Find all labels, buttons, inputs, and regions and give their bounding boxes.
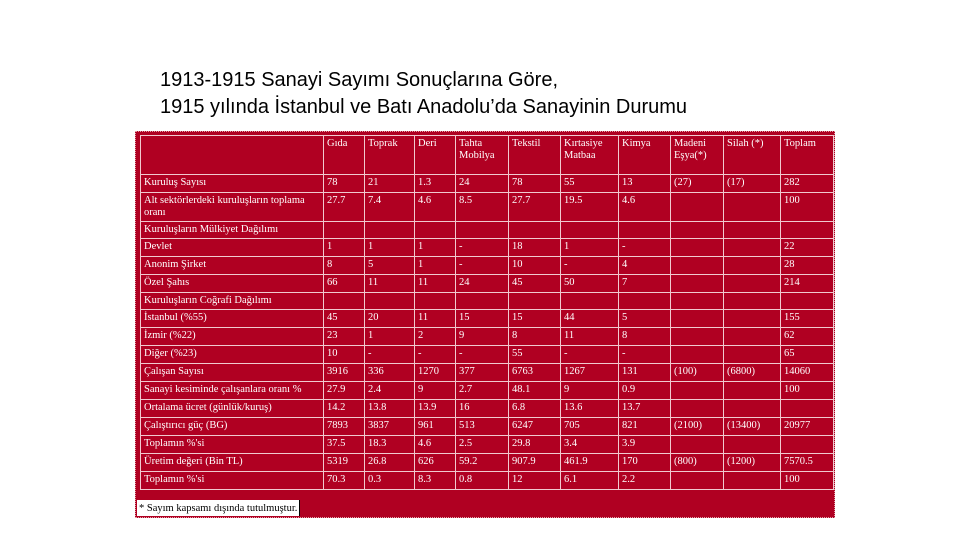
table-cell: 6.1 (561, 472, 619, 490)
table-cell (619, 293, 671, 310)
title-line-1: 1913-1915 Sanayi Sayımı Sonuçlarına Göre, (160, 69, 559, 91)
table-row (141, 436, 834, 454)
table-cell: (17) (724, 175, 781, 193)
row-label: Özel Şahıs (141, 275, 324, 293)
table-cell: 27.9 (324, 382, 365, 400)
table-cell: 50 (561, 275, 619, 293)
table-cell: 19.5 (561, 193, 619, 222)
table-cell: - (365, 346, 415, 364)
table-cell: 45 (509, 275, 561, 293)
table-cell: 48.1 (509, 382, 561, 400)
table-cell: 9 (456, 328, 509, 346)
table-cell: (100) (671, 364, 724, 382)
table-cell: 1270 (415, 364, 456, 382)
table-cell: 11 (415, 275, 456, 293)
table-row (141, 310, 834, 328)
table-cell (671, 400, 724, 418)
table-cell (724, 222, 781, 239)
column-header: Madeni Eşya(*) (671, 136, 724, 175)
table-cell: 15 (456, 310, 509, 328)
table-cell: 131 (619, 364, 671, 382)
table-cell: 3.4 (561, 436, 619, 454)
table-cell: 336 (365, 364, 415, 382)
table-row (141, 328, 834, 346)
table-cell: 9 (561, 382, 619, 400)
table-cell (671, 328, 724, 346)
table-row (141, 293, 834, 310)
table-cell: 5319 (324, 454, 365, 472)
table-cell: 214 (781, 275, 834, 293)
table-cell: (6800) (724, 364, 781, 382)
table-cell: - (456, 239, 509, 257)
row-label: Üretim değeri (Bin TL) (141, 454, 324, 472)
column-header: Silah (*) (724, 136, 781, 175)
table-cell (724, 436, 781, 454)
table-row (141, 364, 834, 382)
table-cell: 2.7 (456, 382, 509, 400)
table-cell: 1 (365, 239, 415, 257)
table-cell (724, 293, 781, 310)
row-label: Sanayi kesiminde çalışanlara oranı % (141, 382, 324, 400)
table-cell: (13400) (724, 418, 781, 436)
table-cell (724, 310, 781, 328)
row-label: Toplamın %'si (141, 436, 324, 454)
table-cell: 2.2 (619, 472, 671, 490)
table-cell: 9 (415, 382, 456, 400)
table-cell: 28 (781, 257, 834, 275)
column-header: Gıda (324, 136, 365, 175)
table-cell: 626 (415, 454, 456, 472)
table-cell (671, 222, 724, 239)
table-cell: 100 (781, 472, 834, 490)
table-cell: 55 (561, 175, 619, 193)
table-cell: 100 (781, 382, 834, 400)
table-cell: 6763 (509, 364, 561, 382)
table-cell (671, 382, 724, 400)
table-cell (724, 275, 781, 293)
table-cell: 7893 (324, 418, 365, 436)
table-cell: (1200) (724, 454, 781, 472)
table-cell (724, 472, 781, 490)
table-row (141, 175, 834, 193)
table-row (141, 382, 834, 400)
table-cell (671, 193, 724, 222)
table-cell: 15 (509, 310, 561, 328)
column-header: Deri (415, 136, 456, 175)
table-cell: 8.5 (456, 193, 509, 222)
table-cell: 20977 (781, 418, 834, 436)
table-cell: 1 (415, 257, 456, 275)
row-label: Diğer (%23) (141, 346, 324, 364)
table-cell: 170 (619, 454, 671, 472)
table-cell: 13 (619, 175, 671, 193)
table-cell (324, 222, 365, 239)
table-cell: 20 (365, 310, 415, 328)
table-cell: 0.9 (619, 382, 671, 400)
table-cell: 21 (365, 175, 415, 193)
table-cell: 4.6 (415, 193, 456, 222)
column-header: Tekstil (509, 136, 561, 175)
table-row (141, 193, 834, 222)
table-cell: 10 (509, 257, 561, 275)
table-cell: 3.9 (619, 436, 671, 454)
row-label: Çalışan Sayısı (141, 364, 324, 382)
table-cell (724, 193, 781, 222)
table-cell: 24 (456, 175, 509, 193)
table-cell: 1 (415, 239, 456, 257)
table-cell (724, 257, 781, 275)
table-row (141, 400, 834, 418)
table-cell (671, 239, 724, 257)
table-cell (724, 346, 781, 364)
table-cell: 100 (781, 193, 834, 222)
table-cell: 22 (781, 239, 834, 257)
table-cell: 78 (324, 175, 365, 193)
row-label: Anonim Şirket (141, 257, 324, 275)
table-cell: 26.8 (365, 454, 415, 472)
row-label: Devlet (141, 239, 324, 257)
table-cell: 821 (619, 418, 671, 436)
table-cell: 18 (509, 239, 561, 257)
table-cell: 11 (415, 310, 456, 328)
row-label: Alt sektörlerdeki kuruluşların toplama oranı (141, 193, 324, 222)
table-cell (415, 293, 456, 310)
table-cell (365, 222, 415, 239)
table-cell (724, 239, 781, 257)
table-cell: 70.3 (324, 472, 365, 490)
table-cell: 0.8 (456, 472, 509, 490)
table-cell: 7570.5 (781, 454, 834, 472)
table-cell: 66 (324, 275, 365, 293)
table-cell (671, 293, 724, 310)
table-cell: 6.8 (509, 400, 561, 418)
table-cell: 13.9 (415, 400, 456, 418)
table-cell: 65 (781, 346, 834, 364)
table-cell: (2100) (671, 418, 724, 436)
table-row (141, 454, 834, 472)
table-cell: 5 (365, 257, 415, 275)
row-label: Çalıştırıcı güç (BG) (141, 418, 324, 436)
table-cell: 12 (509, 472, 561, 490)
table-cell: 59.2 (456, 454, 509, 472)
table-cell (671, 257, 724, 275)
table-cell: 961 (415, 418, 456, 436)
table-cell: 3916 (324, 364, 365, 382)
table-cell: 7 (619, 275, 671, 293)
table-cell: 4.6 (619, 193, 671, 222)
table-cell: 45 (324, 310, 365, 328)
table-cell: 461.9 (561, 454, 619, 472)
table-cell: (27) (671, 175, 724, 193)
row-label: Ortalama ücret (günlük/kuruş) (141, 400, 324, 418)
table-cell (724, 400, 781, 418)
table-cell: 4.6 (415, 436, 456, 454)
table-cell: 44 (561, 310, 619, 328)
table-cell: 13.7 (619, 400, 671, 418)
table-cell: 7.4 (365, 193, 415, 222)
table-cell: - (561, 346, 619, 364)
table-cell: - (456, 257, 509, 275)
table-cell: 377 (456, 364, 509, 382)
column-header: Toprak (365, 136, 415, 175)
table-cell: - (619, 239, 671, 257)
table-cell: 37.5 (324, 436, 365, 454)
header-corner-cell (141, 136, 324, 175)
table-cell: 10 (324, 346, 365, 364)
table-cell: - (456, 346, 509, 364)
table-cell (671, 310, 724, 328)
census-table (140, 135, 834, 490)
table-cell: 11 (365, 275, 415, 293)
table-cell (671, 346, 724, 364)
table-cell (324, 293, 365, 310)
table-cell: 4 (619, 257, 671, 275)
table-cell: 282 (781, 175, 834, 193)
table-cell: 62 (781, 328, 834, 346)
table-cell (781, 400, 834, 418)
table-row (141, 346, 834, 364)
table-cell: 8 (324, 257, 365, 275)
table-cell (781, 436, 834, 454)
table-cell: 155 (781, 310, 834, 328)
column-header: Tahta Mobilya (456, 136, 509, 175)
table-cell: 3837 (365, 418, 415, 436)
table-cell: 13.6 (561, 400, 619, 418)
table-cell: 29.8 (509, 436, 561, 454)
table-cell: 27.7 (509, 193, 561, 222)
title-line-2: 1915 yılında İstanbul ve Batı Anadolu’da Sanayinin Durumu (160, 96, 688, 118)
table-row (141, 239, 834, 257)
table-cell: - (561, 257, 619, 275)
row-label: İzmir (%22) (141, 328, 324, 346)
table-row (141, 275, 834, 293)
table-cell: (800) (671, 454, 724, 472)
table-cell: 2.4 (365, 382, 415, 400)
table-cell: 1 (365, 328, 415, 346)
table-cell (781, 293, 834, 310)
column-header: Kırtasiye Matbaa (561, 136, 619, 175)
table-header-row (141, 136, 834, 175)
table-cell (671, 472, 724, 490)
table-row (141, 257, 834, 275)
row-label: Kuruluşların Mülkiyet Dağılımı (141, 222, 324, 239)
table-cell: 14.2 (324, 400, 365, 418)
table-cell (781, 222, 834, 239)
table-cell (365, 293, 415, 310)
table-cell: 8 (619, 328, 671, 346)
table-cell (415, 222, 456, 239)
table-cell: 11 (561, 328, 619, 346)
table-cell: 1267 (561, 364, 619, 382)
table-cell (509, 293, 561, 310)
column-header: Kimya (619, 136, 671, 175)
table-cell (456, 222, 509, 239)
table-cell: 513 (456, 418, 509, 436)
table-cell (561, 293, 619, 310)
table-cell (456, 293, 509, 310)
table-cell: 23 (324, 328, 365, 346)
table-cell: - (415, 346, 456, 364)
table-cell: 705 (561, 418, 619, 436)
row-label: Kuruluş Sayısı (141, 175, 324, 193)
table-cell: 1 (324, 239, 365, 257)
table-cell: 1 (561, 239, 619, 257)
table-cell: 8 (509, 328, 561, 346)
table-cell: 13.8 (365, 400, 415, 418)
table-cell: 907.9 (509, 454, 561, 472)
row-label: İstanbul (%55) (141, 310, 324, 328)
row-label: Kuruluşların Coğrafi Dağılımı (141, 293, 324, 310)
table-cell (671, 275, 724, 293)
table-cell (561, 222, 619, 239)
table-cell (724, 328, 781, 346)
table-cell: 78 (509, 175, 561, 193)
table-cell: 27.7 (324, 193, 365, 222)
table-cell (671, 436, 724, 454)
column-header: Toplam (781, 136, 834, 175)
table-cell: 0.3 (365, 472, 415, 490)
table-cell (509, 222, 561, 239)
slide-title (160, 67, 687, 121)
table-cell: 5 (619, 310, 671, 328)
table-cell: 2.5 (456, 436, 509, 454)
table-cell: 8.3 (415, 472, 456, 490)
table-cell: 2 (415, 328, 456, 346)
table-cell: 1.3 (415, 175, 456, 193)
table-cell: 18.3 (365, 436, 415, 454)
table-cell: 24 (456, 275, 509, 293)
table-cell: 6247 (509, 418, 561, 436)
table-cell (724, 382, 781, 400)
table-cell: 55 (509, 346, 561, 364)
row-label: Toplamın %'si (141, 472, 324, 490)
footnote: * Sayım kapsamı dışında tutulmuştur. (137, 500, 300, 516)
table-cell: - (619, 346, 671, 364)
table-cell (619, 222, 671, 239)
table-cell: 14060 (781, 364, 834, 382)
table-row (141, 472, 834, 490)
table-row (141, 418, 834, 436)
table-row (141, 222, 834, 239)
table-cell: 16 (456, 400, 509, 418)
